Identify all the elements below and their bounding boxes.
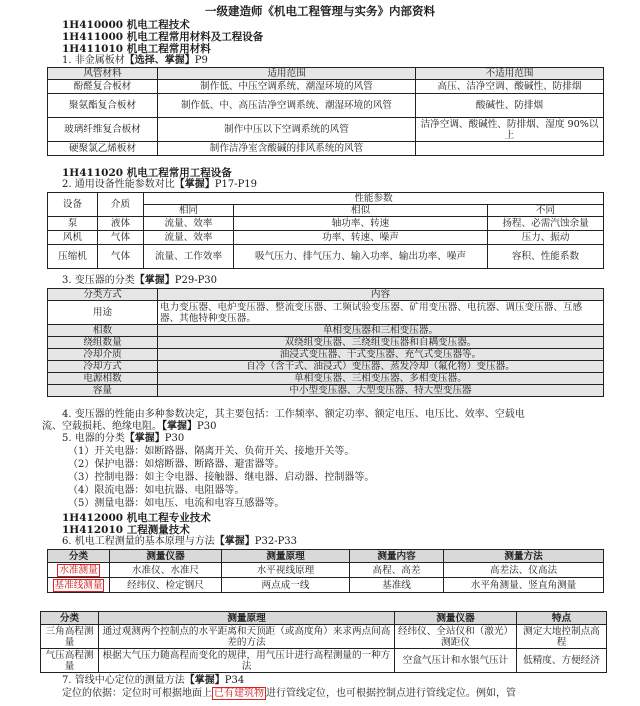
table-cell: 水平视线原理: [222, 563, 350, 578]
table-row: [48, 578, 604, 593]
table-cell: 制作低、中、高压洁净空调系统、潮湿环境的风管: [158, 94, 416, 118]
table-row: [48, 80, 604, 94]
para-5-item: （1）开关电器：如断路器、隔离开关、负荷开关、接地开关等。: [68, 446, 355, 457]
table-header-row: [41, 612, 607, 625]
para-5-item: （3）控制电器：如主令电器、接触器、继电器、启动器、控制器等。: [68, 472, 375, 483]
col-header: 风管材料: [48, 68, 158, 80]
heading-1h412000: 1H412000 机电工程专业技术: [62, 512, 211, 524]
table-cell: 气体: [98, 245, 144, 269]
table-cell: 低精度、方便经济: [517, 649, 607, 673]
highlighted-term: 水准测量: [59, 564, 98, 576]
table-cell: 高压、洁净空调、酸碱性、防排烟: [416, 80, 604, 94]
section-1-title: 1. 非金属板材【选择、掌握】P9: [62, 55, 208, 66]
table-transformer-types: [47, 288, 604, 397]
table-cell: 洁净空调、酸碱性、防排烟、湿度 90%以上: [416, 118, 604, 142]
table-cell: 容量: [48, 385, 158, 397]
table-cell: 高差法、仪高法: [444, 563, 604, 578]
table-cell: 测定大地控制点高程: [517, 625, 607, 649]
table-cell: 玻璃纤维复合板材: [48, 118, 158, 142]
table-cell: 冷却方式: [48, 361, 158, 373]
para-5-item: （2）保护电器：如熔断器、断路器、避雷器等。: [68, 459, 285, 470]
table-row: [48, 349, 604, 361]
para-5-title: 5. 电器的分类【掌握】P30: [62, 433, 185, 444]
col-header: 适用范围: [158, 68, 416, 80]
col-header: 分类方式: [48, 289, 158, 301]
section-3-title: 3. 变压器的分类【掌握】P29-P30: [62, 275, 218, 286]
table-cell: 自冷（含干式、油浸式）变压器、蒸发冷却（氟化物）变压器。: [158, 361, 604, 373]
table-cell: 硬聚氯乙烯板材: [48, 142, 158, 156]
table-cell: 经纬仪、全站仪和（激光）测距仪: [395, 625, 517, 649]
table-cell: 酸碱性、防排烟: [416, 94, 604, 118]
table-cell: 液体: [98, 217, 144, 231]
heading-1h411000: 1H411000 机电工程常用材料及工程设备: [62, 31, 264, 43]
table-cell: 水平角测量、竖直角测量: [444, 578, 604, 593]
table-row: [48, 245, 604, 269]
table-row: [41, 625, 607, 649]
section-2-title: 2. 通用设备性能参数对比【掌握】P17-P19: [62, 179, 258, 190]
table-cell: [48, 578, 110, 593]
table-cell: 通过观测两个控制点的水平距离和天顶距（或高度角）来求两点间高差的方法: [99, 625, 395, 649]
table-nonmetal-boards: [47, 67, 604, 156]
section-7-title: 7. 管线中心定位的测量方法【掌握】P34: [62, 675, 245, 686]
table-cell: 酚醛复合板材: [48, 80, 158, 94]
table-equipment-params: [47, 192, 604, 269]
table-elevation-survey: [40, 611, 607, 673]
table-cell: 基准线: [350, 578, 444, 593]
para-5-item: （5）测量电器：如电压、电流和电容互感器等。: [68, 498, 285, 509]
col-header: 性能参数: [144, 193, 604, 205]
table-cell: 相数: [48, 325, 158, 337]
para-4-line-2: 流、空载损耗、绝缘电阻。【掌握】P30: [42, 421, 217, 432]
table-header-row: [48, 193, 604, 205]
table-cell: [416, 142, 604, 156]
table-row: [48, 325, 604, 337]
table-cell: 电源相数: [48, 373, 158, 385]
table-cell: 两点成一线: [222, 578, 350, 593]
table-row: [48, 361, 604, 373]
table-cell: 电力变压器、电炉变压器、整流变压器、工频试验变压器、矿用变压器、电抗器、调压变压器、互感器、其他特种变压器。: [158, 301, 604, 325]
table-cell: 单相变压器、三相变压器、多相变压器。: [158, 373, 604, 385]
col-header: 测量仪器: [395, 612, 517, 625]
table-cell: 空盒气压计和水银气压计: [395, 649, 517, 673]
table-cell: 经纬仪、检定钢尺: [110, 578, 222, 593]
col-header: 分类: [48, 550, 110, 563]
table-row: [48, 385, 604, 397]
heading-1h412010: 1H412010 工程测量技术: [62, 524, 190, 536]
table-row: [48, 217, 604, 231]
table-cell: 气压高程测量: [41, 649, 99, 673]
table-cell: 制作洁净室含酸碱的排风系统的风管: [158, 142, 416, 156]
highlighted-term: 已有建筑物: [214, 688, 264, 699]
col-header: 不同: [488, 205, 604, 217]
table-cell: 气体: [98, 231, 144, 245]
table-row: [48, 337, 604, 349]
col-header: 内容: [158, 289, 604, 301]
table-row: [41, 649, 607, 673]
table-row: [48, 231, 604, 245]
col-header: 设备: [48, 193, 98, 217]
table-cell: 风机: [48, 231, 98, 245]
para-7-line-2: 定位的依据：定位时可根据地面上 已有建筑物 进行管线定位，也可根据控制点进行管线定位。例如，管: [62, 688, 516, 699]
table-cell: 吸气压力、排气压力、输入功率、输出功率、噪声: [234, 245, 488, 269]
table-cell: [48, 563, 110, 578]
document-title: 一级建造师《机电工程管理与实务》内部资料: [205, 4, 435, 18]
table-cell: 高程、高差: [350, 563, 444, 578]
col-header: 测量方法: [444, 550, 604, 563]
table-cell: 压缩机: [48, 245, 98, 269]
table-cell: 根据大气压力随高程而变化的规律，用气压计进行高程测量的一种方法: [99, 649, 395, 673]
col-header: 测量仪器: [110, 550, 222, 563]
table-cell: 单相变压器和三相变压器。: [158, 325, 604, 337]
heading-1h411010: 1H411010 机电工程常用材料: [62, 43, 211, 55]
table-row: [48, 373, 604, 385]
table-cell: 功率、转速、噪声: [234, 231, 488, 245]
table-cell: 冷却介质: [48, 349, 158, 361]
table-survey-methods: [47, 549, 604, 593]
col-header: 相似: [234, 205, 488, 217]
col-header: 介质: [98, 193, 144, 217]
col-header: 测量原理: [222, 550, 350, 563]
table-cell: 制作中压以下空调系统的风管: [158, 118, 416, 142]
col-header: 不适用范围: [416, 68, 604, 80]
table-cell: 压力、振动: [488, 231, 604, 245]
table-cell: 流量、效率: [144, 217, 234, 231]
table-cell: 扬程、必需汽蚀余量: [488, 217, 604, 231]
table-cell: 三角高程测量: [41, 625, 99, 649]
table-cell: 油浸式变压器、干式变压器、充气式变压器等。: [158, 349, 604, 361]
table-cell: 轴功率、转速: [234, 217, 488, 231]
table-cell: 绕组数量: [48, 337, 158, 349]
heading-1h410000: 1H410000 机电工程技术: [62, 19, 190, 31]
col-header: 特点: [517, 612, 607, 625]
col-header: 测量内容: [350, 550, 444, 563]
table-cell: 水准仪、水准尺: [110, 563, 222, 578]
col-header: 测量原理: [99, 612, 395, 625]
highlighted-term: 基准线测量: [54, 579, 103, 591]
para-5-item: （4）限流电器：如电抗器、电阻器等。: [68, 485, 245, 496]
table-header-row: [48, 289, 604, 301]
col-header: 分类: [41, 612, 99, 625]
table-row: [48, 563, 604, 578]
table-row: [48, 301, 604, 325]
table-header-row: [48, 550, 604, 563]
table-row: [48, 118, 604, 142]
table-header-row: [48, 68, 604, 80]
table-cell: 中小型变压器、大型变压器、特大型变压器: [158, 385, 604, 397]
heading-1h411020: 1H411020 机电工程常用工程设备: [62, 167, 232, 179]
table-cell: 流量、工作效率: [144, 245, 234, 269]
table-row: [48, 94, 604, 118]
table-cell: 用途: [48, 301, 158, 325]
table-cell: 容积、性能系数: [488, 245, 604, 269]
col-header: 相同: [144, 205, 234, 217]
section-6-title: 6. 机电工程测量的基本原理与方法【掌握】P32-P33: [62, 536, 298, 547]
table-cell: 流量、效率: [144, 231, 234, 245]
table-cell: 泵: [48, 217, 98, 231]
table-cell: 聚氨酯复合板材: [48, 94, 158, 118]
para-4-line-1: 4. 变压器的性能由多种参数决定，其主要包括：工作频率、额定功率、额定电压、电压比、效率、空载电: [62, 409, 525, 420]
table-cell: 制作低、中压空调系统、潮湿环境的风管: [158, 80, 416, 94]
table-cell: 双绕组变压器、三绕组变压器和自耦变压器。: [158, 337, 604, 349]
table-row: [48, 142, 604, 156]
